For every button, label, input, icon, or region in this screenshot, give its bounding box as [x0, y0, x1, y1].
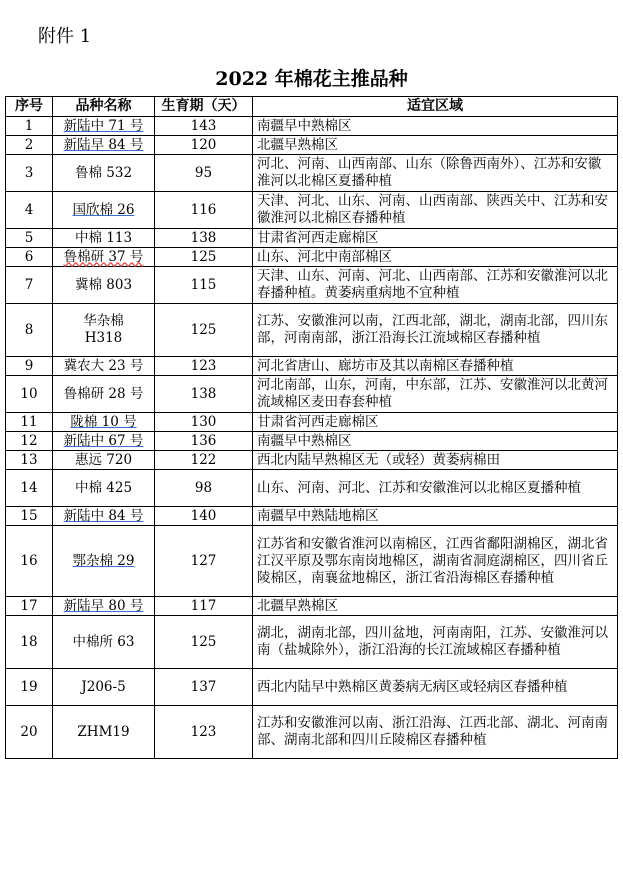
row-name: 中棉所 63	[53, 616, 155, 669]
row-days: 137	[155, 669, 253, 706]
row-region: 西北内陆早熟棉区无（或轻）黄萎病棉田	[253, 451, 618, 470]
variety-name-text: 陇棉 10 号	[70, 413, 137, 430]
table-row	[6, 597, 618, 616]
row-idx: 18	[6, 616, 53, 669]
row-name: 鲁棉研 28 号	[53, 376, 155, 413]
row-name: J206-5	[53, 669, 155, 706]
row-idx: 12	[6, 432, 53, 451]
row-region: 南疆早中熟陆地棉区	[253, 507, 618, 526]
table-row	[6, 267, 618, 304]
row-region: 南疆早中熟棉区	[253, 117, 618, 136]
row-name	[53, 117, 155, 136]
row-name	[53, 413, 155, 432]
row-region: 天津、山东、河南、河北、山西南部、江苏和安徽淮河以北春播种植。黄萎病重病地不宜种植	[253, 267, 618, 304]
row-idx: 1	[6, 117, 53, 136]
header-region: 适宜区域	[253, 97, 618, 117]
row-days: 116	[155, 192, 253, 229]
row-idx: 14	[6, 470, 53, 507]
table-row	[6, 413, 618, 432]
table-row	[6, 470, 618, 507]
row-region: 西北内陆早中熟棉区黄萎病无病区或轻病区春播种植	[253, 669, 618, 706]
table-row	[6, 526, 618, 597]
table-row	[6, 669, 618, 706]
variety-name-text: 新陆中 67 号	[63, 432, 144, 449]
row-region: 江苏、安徽淮河以南，江西北部，湖北，湖南北部，四川东部，河南南部，浙江沿海长江流域棉区春播种植	[253, 304, 618, 357]
table-row	[6, 155, 618, 192]
row-days: 143	[155, 117, 253, 136]
table-row	[6, 136, 618, 155]
row-days: 127	[155, 526, 253, 597]
table-row	[6, 376, 618, 413]
row-idx: 13	[6, 451, 53, 470]
variety-name-text: 鄂杂棉 29	[72, 552, 135, 569]
row-idx: 20	[6, 706, 53, 759]
row-idx: 7	[6, 267, 53, 304]
table-row	[6, 229, 618, 248]
row-region: 甘肃省河西走廊棉区	[253, 413, 618, 432]
table-row	[6, 451, 618, 470]
row-region: 江苏省和安徽省淮河以南棉区，江西省鄱阳湖棉区，湖北省江汉平原及鄂东南岗地棉区，湖南省洞庭湖棉区，四川省丘陵棉区，南襄盆地棉区，浙江省沿海棉区春播种植	[253, 526, 618, 597]
row-idx: 17	[6, 597, 53, 616]
row-idx: 5	[6, 229, 53, 248]
row-name: 冀农大 23 号	[53, 357, 155, 376]
variety-name-text: 国欣棉 26	[72, 201, 135, 218]
variety-name-text: 鲁棉研 37 号	[63, 248, 144, 265]
row-name	[53, 248, 155, 267]
table-row	[6, 248, 618, 267]
row-region: 河北、河南、山西南部、山东（除鲁西南外）、江苏和安徽淮河以北棉区夏播种植	[253, 155, 618, 192]
row-days: 122	[155, 451, 253, 470]
table-row	[6, 192, 618, 229]
row-days: 136	[155, 432, 253, 451]
row-days: 123	[155, 706, 253, 759]
variety-name-text: 新陆中 71 号	[63, 117, 144, 134]
row-name: 鲁棉 532	[53, 155, 155, 192]
row-region: 山东、河南、河北、江苏和安徽淮河以北棉区夏播种植	[253, 470, 618, 507]
table-body	[6, 117, 618, 759]
page-title: 2022 年棉花主推品种	[215, 68, 408, 90]
row-idx: 9	[6, 357, 53, 376]
table-row	[6, 616, 618, 669]
row-region: 湖北，湖南北部，四川盆地，河南南阳，江苏、安徽淮河以南（盐城除外），浙江沿海的长江流域棉区春播种植	[253, 616, 618, 669]
row-name: 中棉 425	[53, 470, 155, 507]
row-idx: 19	[6, 669, 53, 706]
row-days: 140	[155, 507, 253, 526]
header-name: 品种名称	[53, 97, 155, 117]
row-name: ZHM19	[53, 706, 155, 759]
variety-table	[5, 96, 618, 759]
row-name: 惠远 720	[53, 451, 155, 470]
row-region: 北疆早熟棉区	[253, 136, 618, 155]
row-days: 95	[155, 155, 253, 192]
annex-label: 附件 1	[38, 26, 92, 47]
table-row	[6, 304, 618, 357]
row-days: 120	[155, 136, 253, 155]
row-days: 117	[155, 597, 253, 616]
row-idx: 4	[6, 192, 53, 229]
row-region: 河北南部，山东，河南，中东部，江苏、安徽淮河以北黄河流域棉区麦田春套种植	[253, 376, 618, 413]
row-name	[53, 597, 155, 616]
table-header-row	[6, 97, 618, 117]
row-days: 138	[155, 376, 253, 413]
row-days: 125	[155, 616, 253, 669]
table-row	[6, 432, 618, 451]
row-idx: 15	[6, 507, 53, 526]
row-region: 天津、河北、山东、河南、山西南部、陕西关中、江苏和安徽淮河以北棉区春播种植	[253, 192, 618, 229]
header-days: 生育期（天）	[155, 97, 253, 117]
row-region: 山东、河北中南部棉区	[253, 248, 618, 267]
row-region: 江苏和安徽淮河以南、浙江沿海、江西北部、湖北、河南南部、湖南北部和四川丘陵棉区春播种植	[253, 706, 618, 759]
row-name: 中棉 113	[53, 229, 155, 248]
row-days: 123	[155, 357, 253, 376]
row-region: 甘肃省河西走廊棉区	[253, 229, 618, 248]
row-days: 125	[155, 248, 253, 267]
header-idx: 序号	[6, 97, 53, 117]
table-row	[6, 117, 618, 136]
row-days: 138	[155, 229, 253, 248]
row-idx: 8	[6, 304, 53, 357]
row-name: 冀棉 803	[53, 267, 155, 304]
row-name: 华杂棉 H318	[53, 304, 155, 357]
row-idx: 16	[6, 526, 53, 597]
variety-name-text: 新陆早 80 号	[63, 597, 144, 614]
row-name	[53, 192, 155, 229]
row-days: 98	[155, 470, 253, 507]
row-region: 河北省唐山、廊坊市及其以南棉区春播种植	[253, 357, 618, 376]
row-idx: 3	[6, 155, 53, 192]
row-name	[53, 136, 155, 155]
row-region: 南疆早中熟棉区	[253, 432, 618, 451]
row-days: 125	[155, 304, 253, 357]
row-idx: 10	[6, 376, 53, 413]
variety-name-text: 新陆早 84 号	[63, 136, 144, 153]
table-row	[6, 507, 618, 526]
row-name	[53, 526, 155, 597]
row-idx: 6	[6, 248, 53, 267]
row-idx: 11	[6, 413, 53, 432]
row-idx: 2	[6, 136, 53, 155]
variety-name-text: 新陆中 84 号	[63, 507, 144, 524]
table-row	[6, 357, 618, 376]
row-region: 北疆早熟棉区	[253, 597, 618, 616]
row-name	[53, 507, 155, 526]
row-name	[53, 432, 155, 451]
row-days: 130	[155, 413, 253, 432]
row-days: 115	[155, 267, 253, 304]
table-row	[6, 706, 618, 759]
